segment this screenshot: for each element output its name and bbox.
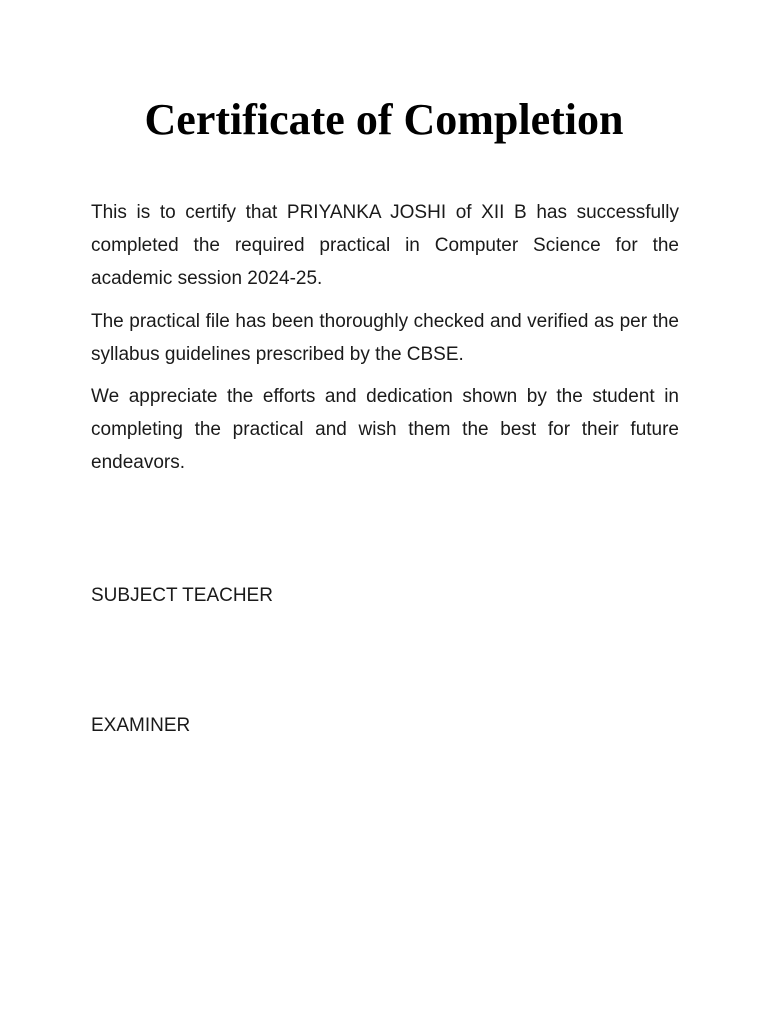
subject-teacher-signature-label: SUBJECT TEACHER (91, 585, 273, 606)
certificate-title: Certificate of Completion (144, 95, 624, 144)
certification-paragraph: This is to certify that PRIYANKA JOSHI of XII B has successfully completed the required practical in Computer Science for the academic session 2024-25. (91, 202, 679, 289)
verification-paragraph: The practical file has been thoroughly checked and verified as per the syllabus guidelines prescribed by the CBSE. (91, 311, 679, 365)
appreciation-paragraph: We appreciate the efforts and dedication shown by the student in completing the practical and wish them the best for their future endeavors. (91, 386, 679, 473)
examiner-signature-label: EXAMINER (91, 715, 191, 736)
